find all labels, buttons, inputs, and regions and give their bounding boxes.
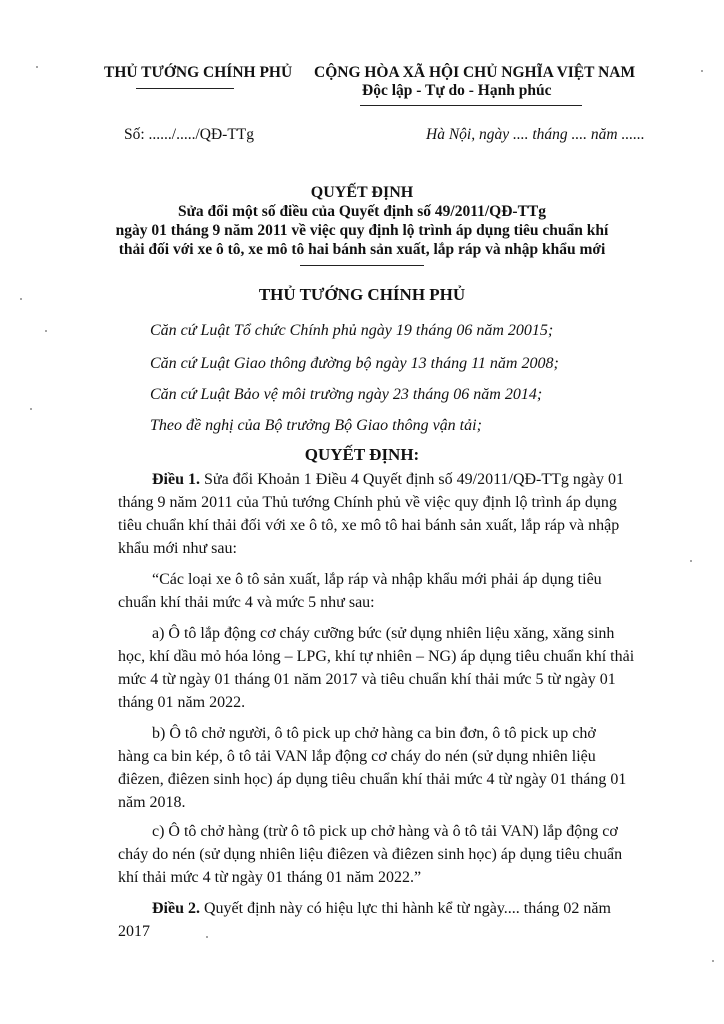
item-c-line-3: khí thải mức 4 từ ngày 01 tháng 01 năm 2022.” (118, 869, 422, 886)
scan-speck (712, 960, 714, 962)
scan-speck (206, 936, 208, 938)
basis-4: Theo đề nghị của Bộ trưởng Bộ Giao thông vận tải; (150, 417, 482, 434)
item-a-line-1: a) Ô tô lắp động cơ cháy cưỡng bức (sử dụng nhiên liệu xăng, xăng sinh (152, 625, 615, 642)
scan-speck (701, 70, 703, 72)
scan-speck (690, 560, 692, 562)
document-number: Số: ....../...../QĐ-TTg (124, 126, 255, 143)
decision-heading: QUYẾT ĐỊNH: (304, 445, 420, 464)
document-title: QUYẾT ĐỊNH (310, 184, 414, 201)
article-1-label: Điều 1. (152, 471, 200, 488)
item-a-line-2: học, khí dầu mỏ hóa lỏng – LPG, khí tự nhiên – NG) áp dụng tiêu chuẩn khí thải (118, 648, 635, 665)
basis-1: Căn cứ Luật Tổ chức Chính phủ ngày 19 tháng 06 năm 20015; (150, 322, 554, 339)
scan-speck (45, 330, 47, 332)
scan-speck (36, 66, 38, 68)
item-b-line-2: hàng ca bin kép, ô tô tải VAN lắp động cơ cháy do nén (sử dụng nhiên liệu (118, 748, 596, 765)
item-a-line-4: tháng 01 năm 2022. (118, 694, 246, 711)
motto: Độc lập - Tự do - Hạnh phúc (362, 82, 552, 99)
basis-3: Căn cứ Luật Bảo vệ môi trường ngày 23 tháng 06 năm 2014; (150, 386, 543, 403)
quote-line-2: chuẩn khí thải mức 4 và mức 5 như sau: (118, 594, 375, 611)
article-2-line-1 (152, 900, 611, 918)
article-2-text: Quyết định này có hiệu lực thi hành kể từ ngày.... tháng 02 năm (200, 900, 611, 917)
article-1-line-2: tháng 9 năm 2011 của Thủ tướng Chính phủ về việc quy định lộ trình áp dụng (118, 494, 617, 511)
title-line-3: thải đối với xe ô tô, xe mô tô hai bánh sản xuất, lắp ráp và nhập khẩu mới (118, 241, 606, 258)
title-line-1: Sửa đổi một số điều của Quyết định số 49/2011/QĐ-TTg (177, 203, 547, 220)
item-b-line-3: điêzen, điêzen sinh học) áp dụng tiêu chuẩn khí thải mức 4 từ ngày 01 tháng 01 (118, 771, 627, 788)
item-c-line-1: c) Ô tô chở hàng (trừ ô tô pick up chở hàng và ô tô tải VAN) lắp động cơ (152, 823, 618, 840)
article-1-line-3: tiêu chuẩn khí thải đối với xe ô tô, xe mô tô hai bánh sản xuất, lắp ráp và nhập (118, 517, 620, 534)
item-a-line-3: mức 4 từ ngày 01 tháng 01 năm 2017 và tiêu chuẩn khí thải mức 5 từ ngày 01 (118, 671, 616, 688)
agency-underline (136, 88, 234, 89)
article-2-label: Điều 2. (152, 900, 200, 917)
agency-name: THỦ TƯỚNG CHÍNH PHỦ (104, 64, 293, 81)
place-date: Hà Nội, ngày .... tháng .... năm ...... (426, 126, 645, 143)
authority-heading: THỦ TƯỚNG CHÍNH PHỦ (258, 285, 466, 304)
country-name: CỘNG HÒA XÃ HỘI CHỦ NGHĨA VIỆT NAM (314, 64, 636, 81)
scan-speck (30, 408, 32, 410)
item-b-line-4: năm 2018. (118, 794, 186, 811)
article-1-text: Sửa đổi Khoản 1 Điều 4 Quyết định số 49/2011/QĐ-TTg ngày 01 (200, 471, 625, 488)
scan-speck (20, 298, 22, 300)
title-line-2: ngày 01 tháng 9 năm 2011 về việc quy định lộ trình áp dụng tiêu chuẩn khí (115, 222, 609, 239)
article-1-line-4: khẩu mới như sau: (118, 540, 237, 557)
title-underline (300, 265, 424, 266)
item-c-line-2: cháy do nén (sử dụng nhiên liệu điêzen và điêzen sinh học) áp dụng tiêu chuẩn (118, 846, 623, 863)
motto-underline (360, 105, 582, 106)
item-b-line-1: b) Ô tô chở người, ô tô pick up chở hàng ca bin đơn, ô tô pick up chở (152, 725, 596, 742)
article-1-line-1 (152, 471, 624, 489)
article-2-line-2: 2017 (118, 923, 150, 940)
basis-2: Căn cứ Luật Giao thông đường bộ ngày 13 tháng 11 năm 2008; (150, 355, 559, 372)
quote-line-1: “Các loại xe ô tô sản xuất, lắp ráp và nhập khẩu mới phải áp dụng tiêu (152, 571, 602, 588)
